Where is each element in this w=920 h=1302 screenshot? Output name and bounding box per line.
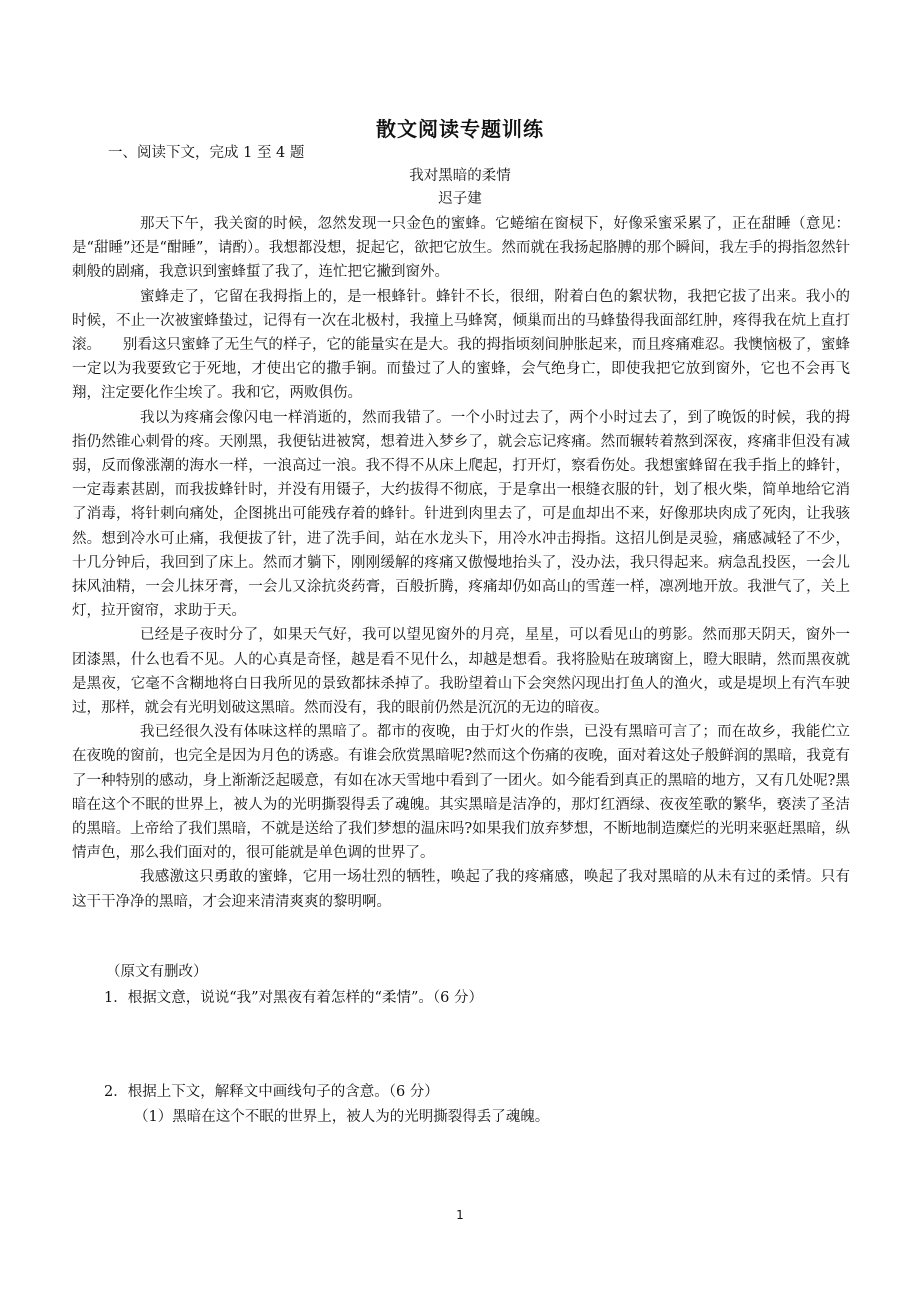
paragraph-2: 蜜蜂走了，它留在我拇指上的，是一根蜂针。蜂针不长，很细，附着白色的絮状物，我把它拔了出来。我小的时候，不止一次被蜜蜂蛰过，记得有一次在北极村，我撞上马蜂窝，倾巢而出的马蜂蛰得我面部红肿，疼得我在炕上直打滚。 别看这只蜜蜂了无生气的样子，它的能量实在是大。我的拇指顷刻间肿胀起来，而且疼痛难忍。我懊恼极了，蜜蜂一定以为我要致它于死地，才使出它的撒手锏。而蛰过了人的蜜蜂，会气绝身亡，即使我把它放到窗外，它也不会再飞翔，注定要化作尘埃了。我和它，两败俱伤。 <box>72 288 850 402</box>
section-heading: 一、阅读下文，完成 1 至 4 题 <box>108 145 305 161</box>
essay-title: 我对黑暗的柔情 <box>409 168 511 184</box>
paragraph-4: 已经是子夜时分了，如果天气好，我可以望见窗外的月亮，星星，可以看见山的剪影。然而那天阴天，窗外一团漆黑，什么也看不见。人的心真是奇怪，越是看不见什么，却越是想看。我将脸贴在玻璃窗上，瞪大眼睛，然而黑夜就是黑夜，它毫不含糊地将白日我所见的景致都抹杀掉了。我盼望着山下会突然闪现出打鱼人的渔火，或是堤坝上有汽车驶过，那样，就会有光明划破这黑暗。然而没有，我的眼前仍然是沉沉的无边的暗夜。 <box>72 627 850 717</box>
paragraph-5: 我已经很久没有体味这样的黑暗了。都市的夜晚，由于灯火的作祟，已没有黑暗可言了；而在故乡，我能伫立在夜晚的窗前，也完全是因为月色的诱惑。有谁会欣赏黑暗呢?然而这个伤痛的夜晚，面对着这处子般鲜润的黑暗，我竟有了一种特别的感动，身上渐渐泛起暖意，有如在冰天雪地中看到了一团火。如今能看到真正的黑暗的地方，又有几处呢?黑暗在这个不眠的世界上，被人为的光明撕裂得丢了魂魄。其实黑暗是洁净的，那灯红酒绿、夜夜笙歌的繁华，亵渎了圣洁的黑暗。上帝给了我们黑暗，不就是送给了我们梦想的温床吗?如果我们放弃梦想，不断地制造糜烂的光明来驱赶黑暗，纵情声色，那么我们面对的，很可能就是单色调的世界了。 <box>72 724 850 862</box>
question-2: 2．根据上下文，解释文中画线句子的含意。（6 分） <box>104 1084 439 1100</box>
document-title: 散文阅读专题训练 <box>376 117 544 141</box>
paragraph-1: 那天下午，我关窗的时候，忽然发现一只金色的蜜蜂。它蜷缩在窗棂下，好像采蜜采累了，正在甜睡（意见：是“甜睡”还是“酣睡”，请酌）。我想都没想，捉起它，欲把它放生。然而就在我扬起胳膊的那个瞬间，我左手的拇指忽然针刺般的剧痛，我意识到蜜蜂蜇了我了，连忙把它撇到窗外。 <box>72 216 850 281</box>
page-number: 1 <box>456 1208 464 1222</box>
source-note: （原文有删改） <box>106 964 208 980</box>
paragraph-3: 我以为疼痛会像闪电一样消逝的，然而我错了。一个小时过去了，两个小时过去了，到了晚饭的时候，我的拇指仍然锥心刺骨的疼。天刚黑，我便钻进被窝，想着进入梦乡了，就会忘记疼痛。然而辗转着熬到深夜，疼痛非但没有减弱，反而像涨潮的海水一样，一浪高过一浪。我不得不从床上爬起，打开灯，察看伤处。我想蜜蜂留在我手指上的蜂针，一定毒素甚剧，而我拔蜂针时，并没有用镊子，大约拔得不彻底，于是拿出一根缝衣服的针，划了根火柴，简单地给它消了消毒，将针刺向痛处，企图挑出可能残存着的蜂针。针进到肉里去了，可是血却出不来，好像那块肉成了死肉，让我骇然。想到冷水可止痛，我便拔了针，进了洗手间，站在水龙头下，用冷水冲击拇指。这招儿倒是灵验，痛感减轻了不少，十几分钟后，我回到了床上。然而才躺下，刚刚缓解的疼痛又傲慢地抬头了，没办法，我只得起来。病急乱投医，一会儿抹风油精，一会儿抹牙膏，一会儿又涂抗炎药膏，百般折腾，疼痛却仍如高山的雪莲一样，凛冽地开放。我泄气了，关上灯，拉开窗帘，求助于天。 <box>72 409 850 620</box>
question-2-sub-1: （1）黑暗在这个不眠的世界上，被人为的光明撕裂得丢了魂魄。 <box>134 1109 550 1125</box>
essay-body <box>72 212 850 914</box>
question-1: 1．根据文意，说说“我”对黑夜有着怎样的“柔情”。（6 分） <box>104 990 483 1006</box>
essay-author: 迟子建 <box>438 191 482 207</box>
paragraph-6: 我感激这只勇敢的蜜蜂，它用一场壮烈的牺牲，唤起了我的疼痛感，唤起了我对黑暗的从未有过的柔情。只有这干干净净的黑暗，才会迎来清清爽爽的黎明啊。 <box>72 869 850 910</box>
